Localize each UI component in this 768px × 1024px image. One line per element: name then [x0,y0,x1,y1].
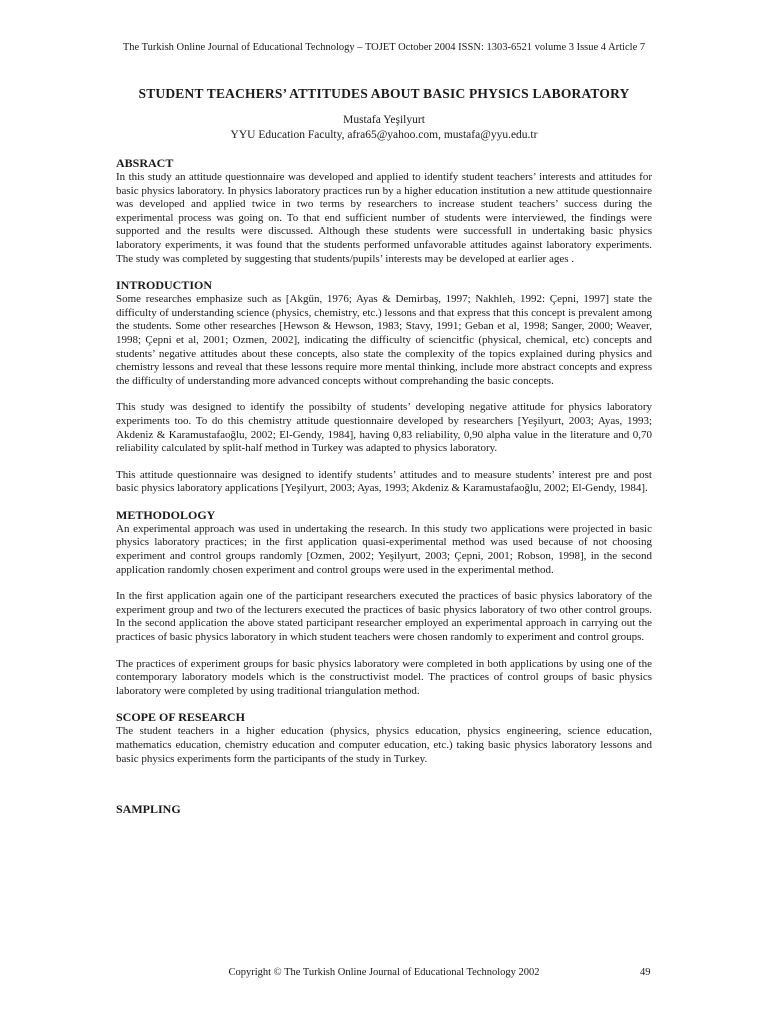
running-header: The Turkish Online Journal of Educational Technology – TOJET October 2004 ISSN: 1303-6521 volume 3 Issue 4 Article 7 [122,42,646,53]
footer-copyright: Copyright © The Turkish Online Journal of Educational Technology 2002 [228,967,540,978]
methodology-paragraph-3: The practices of experiment groups for basic physics laboratory were completed in both applications by using one of the contemporary laboratory models which is the constructivist model. The practices of control groups of basic physics laboratory were completed by using traditional triangulation method. [116,657,652,697]
abstract-heading: ABSRACT [116,156,174,170]
introduction-heading: INTRODUCTION [116,278,213,293]
sampling-heading: SAMPLING [116,802,181,817]
author-name: Mustafa Yeşilyurt [343,114,425,126]
methodology-heading: METHODOLOGY [116,507,216,522]
introduction-paragraph-2: This study was designed to identify the possibilty of students’ developing negative attitude for physics laboratory experiments too. To do this chemistry attitude questionnaire developed by researchers [Yeşilyurt, 2003; Ayas, 1993; Akdeniz & Karamustafaoğlu, 2002; El-Gendy, 1984], having 0,83 reliability, 0,90 alpha value in the literature and 0,70 reliability calculated by split-half method in Turkey was adapted to physics laboratory. [116,401,652,455]
paper-title: STUDENT TEACHERS’ ATTITUDES ABOUT BASIC PHYSICS LABORATORY [138,86,630,101]
abstract-paragraph: In this study an attitude questionnaire was developed and applied to identify student teachers’ interests and attitudes for basic physics laboratory. In physics laboratory practices run by a higher education institution a new attitude questionnaire was developed and applied twice in two terms by researchers to increase student teachers’ success during the experimental process was going on. To that end sufficient number of students were interviewed, the findings were supported and the results were discussed. Although these students were successfull in undertaking basic physics laboratory experiments, it was found that the students performed unfavorable attitudes against laboratory experiments. The study was completed by suggesting that students/pupils’ interests may be developed at earlier ages . [116,171,652,265]
introduction-paragraph-1: Some researches emphasize such as [Akgün, 1976; Ayas & Demirbaş, 1997; Nakhleh, 1992: Çepni, 1997] state the difficulty of understanding science (physics, chemistry, etc.) lessons and that express that this concept is prevalent among the students. Some other researches [Hewson & Hewson, 1983; Stavy, 1991; Geban et al, 1998; Sanger, 2000; Weaver, 1998; Çepni et al, 2001; Ozmen, 2002], indicating the difficulty of sciencitfic (physical, chemical, etc) concepts and students’ negative attitudes about these concepts, also state the complexity of the topics explained during physics and chemistry lessons and reveal that these lessons require more mental thinking, include more abstract concepts and express the difficulty of understanding more advanced concepts without comprehanding the basic concepts. [116,293,652,387]
paper-body [116,156,652,817]
author-affiliation: YYU Education Faculty, afra65@yahoo.com, mustafa@yyu.edu.tr [230,129,538,141]
scope-paragraph: The student teachers in a higher education (physics, physics education, physics engineering, science education, mathematics education, chemistry education and computer education, etc.) taking basic physics laboratory lessons and basic physics experiments form the participants of the study in Turkey. [116,725,652,765]
methodology-paragraph-1: An experimental approach was used in undertaking the research. In this study two applications were projected in basic physics laboratory practices; in the first application quasi-experimental method was used because of not choosing experiment and control groups randomly [Ozmen, 2002; Yeşilyurt, 2003; Çepni, 2001; Robson, 1998], in the second application randomly chosen experiment and control groups were used in the experimental method. [116,522,652,576]
scope-heading: SCOPE OF RESEARCH [116,710,245,725]
page-number: 49 [640,967,651,978]
introduction-paragraph-3: This attitude questionnaire was designed to identify students’ attitudes and to measure students’ interest pre and post basic physics laboratory applications [Yeşilyurt, 2003; Ayas, 1993; Akdeniz & Karamustafaoğlu, 2002; El-Gendy, 1984]. [116,468,652,495]
methodology-paragraph-2: In the first application again one of the participant researchers executed the practices of basic physics laboratory of the experiment group and two of the lecturers executed the practices of basic physics laboratory of two other control groups. In the second application the above stated participant researcher employed an experimental approach in carrying out the practices of basic physics laboratory in which student teachers were chosen randomly to experiment and control groups. [116,590,652,644]
